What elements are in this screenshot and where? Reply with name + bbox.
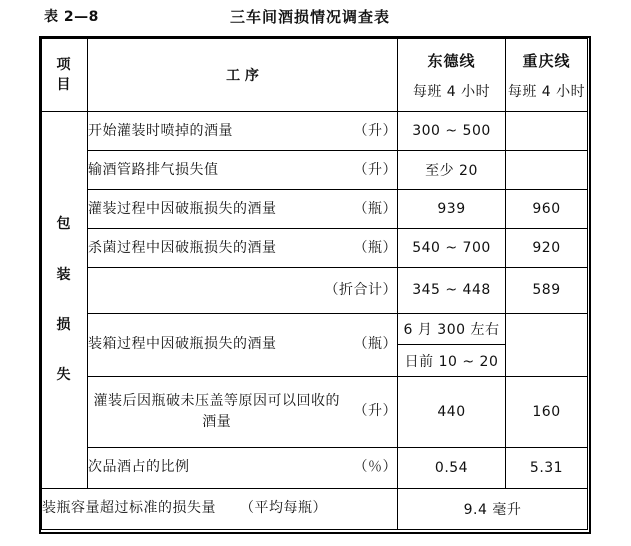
table-row (42, 229, 588, 268)
table-caption (44, 6, 584, 30)
survey-table-wrapper (41, 38, 587, 530)
table-row (42, 313, 588, 376)
process-text: 装箱过程中因破瓶损失的酒量 (88, 336, 277, 353)
header-chongqing-line1: 重庆线 (522, 51, 571, 70)
table-number: 表 2—8 (44, 9, 99, 25)
cell-dongde-split-top: 6 月 300 左右 (398, 313, 505, 345)
cell-chongqing: 5.31 (506, 447, 588, 488)
row-group-label-char-1: 包 (56, 216, 73, 233)
cell-dongde: 345 ~ 448 (398, 268, 506, 313)
process-text: 灌装过程中因破瓶损失的酒量 (88, 200, 277, 217)
table-row (42, 268, 588, 313)
cell-dongde-split (398, 313, 506, 376)
process-unit: （升） (353, 403, 397, 420)
process-unit: （瓶） (353, 336, 397, 353)
table-row (42, 190, 588, 229)
cell-process (88, 376, 398, 447)
table-header-row (42, 39, 588, 112)
cell-process (88, 112, 398, 151)
process-unit: （瓶） (353, 200, 397, 217)
header-item-char-1: 项 (56, 56, 73, 73)
process-unit: （升） (353, 122, 397, 139)
table-row (42, 447, 588, 488)
cell-chongqing (506, 151, 588, 190)
cell-dongde-split-bottom: 日前 10 ~ 20 (404, 353, 499, 370)
process-text: 输酒管路排气损失值 (88, 161, 219, 178)
header-dongde (398, 39, 506, 112)
cell-dongde: 540 ~ 700 (398, 229, 506, 268)
header-dongde-line1: 东德线 (427, 51, 476, 70)
cell-chongqing: 960 (506, 190, 588, 229)
cell-chongqing (506, 112, 588, 151)
row-group-label-char-2: 装 (56, 266, 73, 283)
process-text: 灌装后因瓶破未压盖等原因可以回收的酒量 (93, 392, 340, 430)
header-item (42, 39, 88, 112)
cell-dongde: 至少 20 (398, 151, 506, 190)
cell-dongde: 440 (398, 376, 506, 447)
row-group-label-char-3: 损 (56, 317, 73, 333)
cell-chongqing: 589 (506, 268, 588, 313)
process-unit: （％） (353, 459, 397, 476)
row-group-label-char-4: 失 (56, 367, 73, 384)
cell-process (88, 268, 398, 313)
process-text: 次品酒占的比例 (88, 459, 190, 476)
cell-process (88, 447, 398, 488)
header-dongde-line2: 每班 4 小时 (412, 83, 491, 100)
cell-chongqing: 920 (506, 229, 588, 268)
process-text: 杀菌过程中因破瓶损失的酒量 (88, 239, 277, 256)
header-item-char-2: 目 (56, 77, 73, 94)
survey-table (41, 38, 588, 530)
cell-process (88, 190, 398, 229)
cell-dongde: 300 ~ 500 (398, 112, 506, 151)
header-chongqing-line2: 每班 4 小时 (507, 83, 586, 100)
process-text: 开始灌装时喷掉的酒量 (88, 122, 233, 139)
process-unit: （瓶） (353, 239, 397, 256)
row-group-label (42, 112, 88, 489)
cell-last-value: 9.4 毫升 (398, 488, 588, 529)
table-title: 三车间酒损情况调查表 (230, 8, 391, 26)
process-unit: （平均每瓶） (240, 500, 327, 517)
cell-process (88, 313, 398, 376)
cell-dongde: 0.54 (398, 447, 506, 488)
table-last-row (42, 488, 588, 529)
process-unit: （升） (353, 161, 397, 178)
cell-chongqing: 160 (506, 376, 588, 447)
cell-chongqing (506, 313, 588, 376)
table-row (42, 376, 588, 447)
table-row (42, 112, 588, 151)
cell-process (88, 229, 398, 268)
cell-process (88, 151, 398, 190)
table-row (42, 151, 588, 190)
process-unit: （折合计） (324, 281, 397, 298)
header-chongqing (506, 39, 588, 112)
cell-dongde: 939 (398, 190, 506, 229)
header-process: 工 序 (88, 39, 398, 112)
cell-process-last (42, 488, 398, 529)
process-text: 装瓶容量超过标准的损失量 (42, 500, 216, 517)
